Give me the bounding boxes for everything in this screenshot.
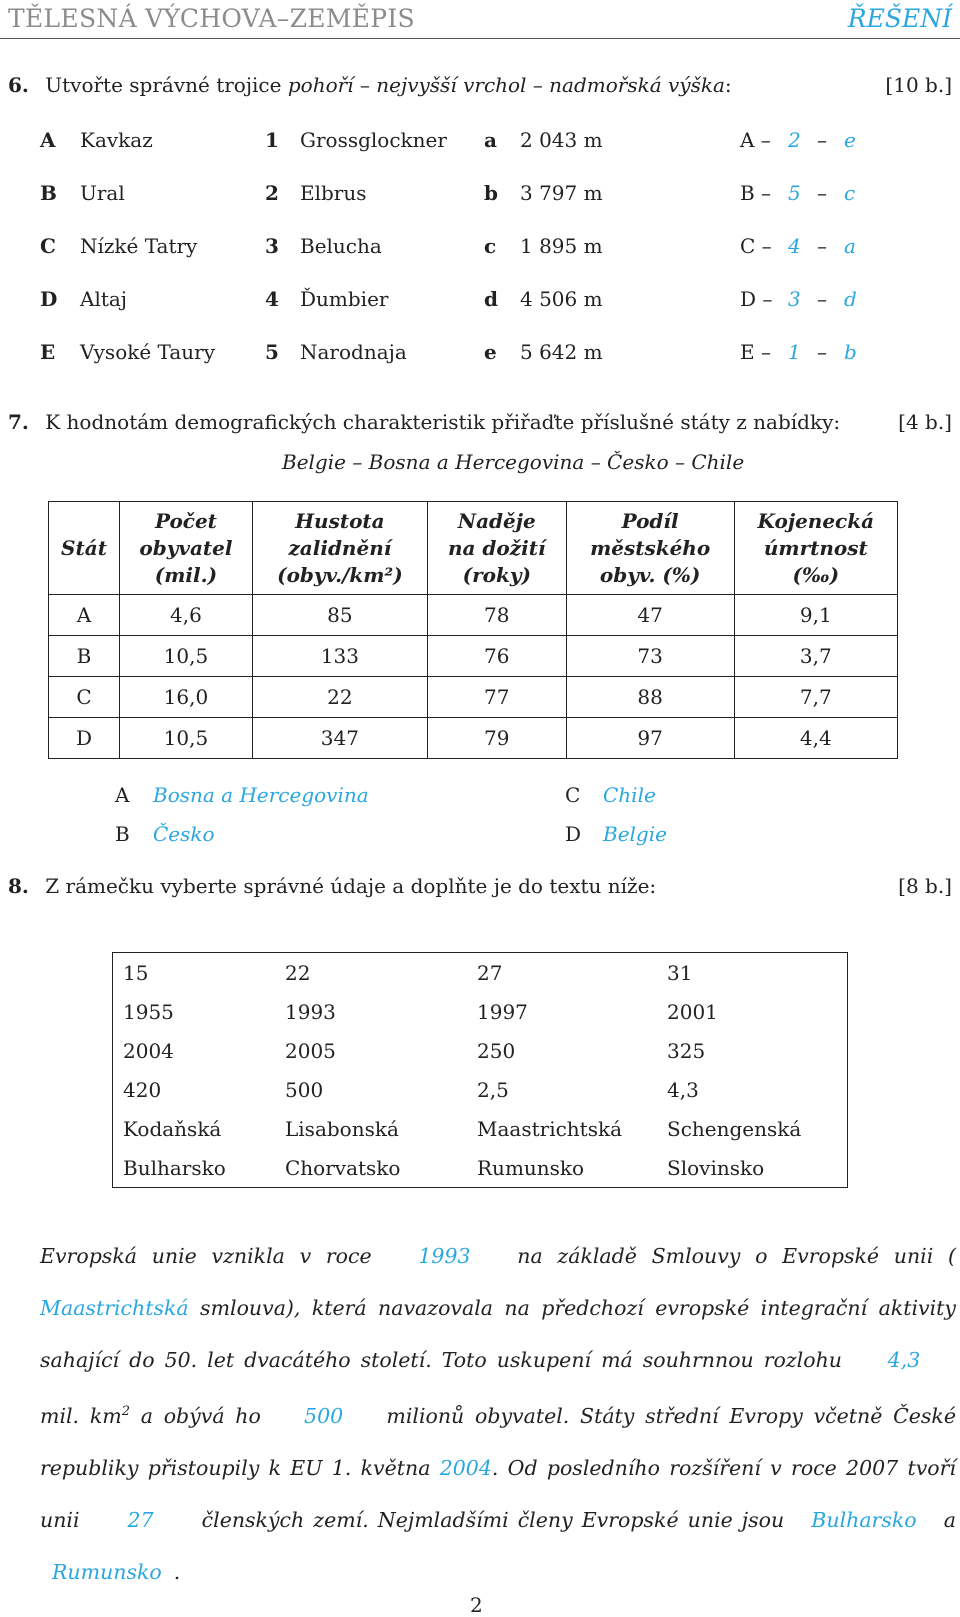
option-item: 2004 bbox=[123, 1039, 174, 1063]
option-item: 325 bbox=[667, 1039, 706, 1063]
option-row bbox=[123, 1076, 817, 1115]
answer-blank: 27 bbox=[127, 1507, 154, 1532]
highest-peak: Ďumbier bbox=[300, 287, 389, 311]
header-line: Podíl bbox=[621, 508, 679, 533]
q6-text-italic: pohoří – nejvyšší vrchol – nadmořská výška bbox=[287, 73, 725, 97]
answer-letter: C bbox=[565, 783, 581, 807]
option-item: 2005 bbox=[285, 1039, 336, 1063]
header-line: Naděje bbox=[457, 508, 536, 533]
mountain-range: Ural bbox=[80, 181, 125, 205]
header-line: úmrtnost bbox=[763, 535, 868, 560]
answer-blank: Rumunsko bbox=[52, 1559, 162, 1584]
mountain-range: Kavkaz bbox=[80, 128, 153, 152]
peak-number: 4 bbox=[265, 287, 279, 311]
q6-number: 6. bbox=[8, 73, 29, 97]
header-line: (mil.) bbox=[154, 562, 218, 587]
header-divider bbox=[0, 38, 960, 39]
answer-letter: e bbox=[844, 128, 856, 152]
q7-prompt bbox=[8, 410, 840, 434]
table-cell: B bbox=[49, 636, 120, 677]
mountain-range: Altaj bbox=[80, 287, 128, 311]
option-item: Kodaňská bbox=[123, 1117, 222, 1141]
height-letter: e bbox=[484, 340, 497, 364]
table-cell: 97 bbox=[566, 718, 734, 759]
answer-prefix: E – bbox=[740, 340, 771, 364]
range-letter: E bbox=[40, 340, 56, 364]
para-text: smlouva), která navazovala na předchozí evropské integrační aktivity sahající do 50. let dvacátého století. Toto uskupení má souhrnnou rozlohu bbox=[40, 1296, 956, 1372]
option-item: 22 bbox=[285, 961, 311, 985]
header-line: Stát bbox=[61, 535, 107, 560]
answer-number: 3 bbox=[788, 287, 801, 311]
mountain-range: Nízké Tatry bbox=[80, 234, 198, 258]
para-text: milionů obyvatel. Státy střední Evropy včetně České republiky přistoupily k EU 1. května bbox=[40, 1403, 956, 1480]
table-cell: 7,7 bbox=[734, 677, 897, 718]
superscript: 2 bbox=[121, 1404, 130, 1419]
table-header-cell bbox=[49, 502, 120, 595]
range-letter: B bbox=[40, 181, 57, 205]
option-item: 4,3 bbox=[667, 1078, 699, 1102]
peak-number: 2 bbox=[265, 181, 279, 205]
header-line: (roky) bbox=[462, 562, 531, 587]
answer-blank: 4,3 bbox=[887, 1348, 921, 1372]
answer-prefix: B – bbox=[740, 181, 772, 205]
peak-number: 3 bbox=[265, 234, 279, 258]
matching-row bbox=[0, 340, 960, 370]
table-cell: 85 bbox=[252, 595, 427, 636]
highest-peak: Elbrus bbox=[300, 181, 367, 205]
table-header-cell bbox=[427, 502, 566, 595]
option-item: Rumunsko bbox=[477, 1156, 585, 1180]
demographics-table bbox=[48, 501, 898, 759]
answer-dash: – bbox=[817, 287, 827, 311]
answer-letter: D bbox=[565, 822, 582, 846]
q6-colon: : bbox=[724, 73, 732, 97]
option-row bbox=[123, 1037, 817, 1076]
answer-number: 5 bbox=[788, 181, 801, 205]
table-header-cell bbox=[120, 502, 253, 595]
answer-number: 2 bbox=[788, 128, 801, 152]
answer-country: Chile bbox=[603, 783, 656, 807]
table-cell: A bbox=[49, 595, 120, 636]
option-item: Chorvatsko bbox=[285, 1156, 401, 1180]
option-item: Slovinsko bbox=[667, 1156, 765, 1180]
para-text: . Od posledního rozšíření v roce 2007 tvoří unii bbox=[40, 1455, 956, 1532]
header-line: Kojenecká bbox=[757, 508, 875, 533]
q6-points: [10 b.] bbox=[885, 73, 952, 97]
header-line: Hustota bbox=[295, 508, 385, 533]
q6-text: Utvořte správné trojice bbox=[45, 73, 282, 97]
table-cell: C bbox=[49, 677, 120, 718]
answer-dash: – bbox=[817, 234, 827, 258]
header-line: obyvatel bbox=[139, 535, 233, 560]
mountain-range: Vysoké Taury bbox=[80, 340, 215, 364]
para-text: a obývá ho bbox=[140, 1403, 261, 1428]
peak-number: 1 bbox=[265, 128, 279, 152]
answer-letter: b bbox=[844, 340, 857, 364]
answer-blank: Bulharsko bbox=[811, 1507, 917, 1532]
answer-dash: – bbox=[817, 340, 827, 364]
range-letter: C bbox=[40, 234, 56, 258]
peak-height: 2 043 m bbox=[520, 128, 603, 152]
answer-country: Česko bbox=[153, 822, 215, 846]
option-item: 1997 bbox=[477, 1000, 528, 1024]
option-item: 27 bbox=[477, 961, 503, 985]
para-text: členských zemí. Nejmladšími členy Evropské unie jsou bbox=[201, 1507, 785, 1532]
option-item: 420 bbox=[123, 1078, 162, 1102]
matching-row bbox=[0, 128, 960, 158]
height-letter: b bbox=[484, 181, 498, 205]
height-letter: a bbox=[484, 128, 497, 152]
matching-row bbox=[0, 234, 960, 264]
header-line: (obyv./km²) bbox=[277, 562, 403, 587]
option-item: Lisabonská bbox=[285, 1117, 399, 1141]
table-cell: 78 bbox=[427, 595, 566, 636]
header-subject: TĚLESNÁ VÝCHOVA–ZEMĚPIS bbox=[8, 4, 415, 33]
header-solution-label: ŘEŠENÍ bbox=[847, 4, 952, 33]
table-cell: D bbox=[49, 718, 120, 759]
table-cell: 4,4 bbox=[734, 718, 897, 759]
option-row bbox=[123, 1154, 817, 1193]
highest-peak: Belucha bbox=[300, 234, 382, 258]
table-header-cell bbox=[252, 502, 427, 595]
height-letter: d bbox=[484, 287, 498, 311]
table-cell: 347 bbox=[252, 718, 427, 759]
q6-prompt bbox=[8, 73, 732, 97]
answer-country: Belgie bbox=[603, 822, 667, 846]
option-row bbox=[123, 1115, 817, 1154]
answer-blank: 2004 bbox=[439, 1455, 492, 1480]
table-cell: 77 bbox=[427, 677, 566, 718]
q7-options: Belgie – Bosna a Hercegovina – Česko – Chile bbox=[282, 450, 745, 474]
height-letter: c bbox=[484, 234, 497, 258]
peak-height: 3 797 m bbox=[520, 181, 603, 205]
option-item: 31 bbox=[667, 961, 693, 985]
table-header-cell bbox=[734, 502, 897, 595]
header-line: obyv. (%) bbox=[599, 562, 701, 587]
answer-number: 4 bbox=[788, 234, 801, 258]
answer-prefix: A – bbox=[740, 128, 771, 152]
para-text: a bbox=[943, 1507, 956, 1532]
header-line: Počet bbox=[154, 508, 217, 533]
table-row bbox=[49, 718, 898, 759]
highest-peak: Grossglockner bbox=[300, 128, 447, 152]
option-item: 1993 bbox=[285, 1000, 336, 1024]
q8-prompt bbox=[8, 874, 656, 898]
option-item: 15 bbox=[123, 961, 149, 985]
table-cell: 133 bbox=[252, 636, 427, 677]
table-cell: 3,7 bbox=[734, 636, 897, 677]
range-letter: A bbox=[40, 128, 56, 152]
header-line: zalidnění bbox=[288, 535, 392, 560]
table-cell: 73 bbox=[566, 636, 734, 677]
peak-height: 5 642 m bbox=[520, 340, 603, 364]
matching-row bbox=[0, 287, 960, 317]
option-item: 500 bbox=[285, 1078, 324, 1102]
table-cell: 76 bbox=[427, 636, 566, 677]
header-line: městského bbox=[590, 535, 711, 560]
table-row bbox=[49, 677, 898, 718]
peak-height: 4 506 m bbox=[520, 287, 603, 311]
option-row bbox=[123, 959, 817, 998]
q8-options-box bbox=[112, 952, 848, 1188]
answer-blank: 500 bbox=[304, 1403, 344, 1428]
table-cell: 88 bbox=[566, 677, 734, 718]
option-item: 2,5 bbox=[477, 1078, 509, 1102]
highest-peak: Narodnaja bbox=[300, 340, 407, 364]
table-header-cell bbox=[566, 502, 734, 595]
answer-letter: B bbox=[115, 822, 130, 846]
para-text: na základě Smlouvy o Evropské unii ( bbox=[517, 1244, 956, 1268]
table-cell: 79 bbox=[427, 718, 566, 759]
answer-prefix: C – bbox=[740, 234, 772, 258]
table-cell: 16,0 bbox=[120, 677, 253, 718]
q8-number: 8. bbox=[8, 874, 29, 898]
q8-points: [8 b.] bbox=[898, 874, 952, 898]
answer-dash: – bbox=[817, 128, 827, 152]
page-number: 2 bbox=[470, 1593, 483, 1617]
header-line: na dožití bbox=[447, 535, 546, 560]
option-item: Schengenská bbox=[667, 1117, 802, 1141]
answer-letter: A bbox=[115, 783, 130, 807]
table-cell: 47 bbox=[566, 595, 734, 636]
peak-height: 1 895 m bbox=[520, 234, 603, 258]
header-line: (‰) bbox=[792, 562, 840, 587]
answer-dash: – bbox=[817, 181, 827, 205]
answer-blank: 1993 bbox=[418, 1244, 471, 1268]
option-item: Maastrichtská bbox=[477, 1117, 623, 1141]
q7-number: 7. bbox=[8, 410, 29, 434]
table-row bbox=[49, 636, 898, 677]
q7-points: [4 b.] bbox=[898, 410, 952, 434]
answer-prefix: D – bbox=[740, 287, 773, 311]
table-row bbox=[49, 595, 898, 636]
option-item: 250 bbox=[477, 1039, 516, 1063]
answer-letter: d bbox=[844, 287, 857, 311]
answer-blank: Maastrichtská bbox=[40, 1296, 189, 1320]
option-row bbox=[123, 998, 817, 1037]
para-text: . bbox=[173, 1559, 181, 1584]
q7-text: K hodnotám demografických charakteristik přiřaďte příslušné státy z nabídky: bbox=[45, 410, 841, 434]
table-cell: 22 bbox=[252, 677, 427, 718]
answer-letter: a bbox=[844, 234, 856, 258]
table-header-row bbox=[49, 502, 898, 595]
para-text: mil. km bbox=[40, 1403, 122, 1428]
option-item: 2001 bbox=[667, 1000, 718, 1024]
table-cell: 10,5 bbox=[120, 718, 253, 759]
answer-letter: c bbox=[844, 181, 856, 205]
table-cell: 10,5 bbox=[120, 636, 253, 677]
matching-row bbox=[0, 181, 960, 211]
q8-text: Z rámečku vyberte správné údaje a doplňte je do textu níže: bbox=[45, 874, 657, 898]
answer-country: Bosna a Hercegovina bbox=[153, 783, 369, 807]
q8-fill-in-paragraph bbox=[40, 1230, 956, 1598]
option-item: Bulharsko bbox=[123, 1156, 226, 1180]
para-text: Evropská unie vznikla v roce bbox=[40, 1244, 372, 1268]
table-cell: 4,6 bbox=[120, 595, 253, 636]
peak-number: 5 bbox=[265, 340, 279, 364]
answer-number: 1 bbox=[788, 340, 801, 364]
range-letter: D bbox=[40, 287, 58, 311]
option-item: 1955 bbox=[123, 1000, 174, 1024]
table-cell: 9,1 bbox=[734, 595, 897, 636]
